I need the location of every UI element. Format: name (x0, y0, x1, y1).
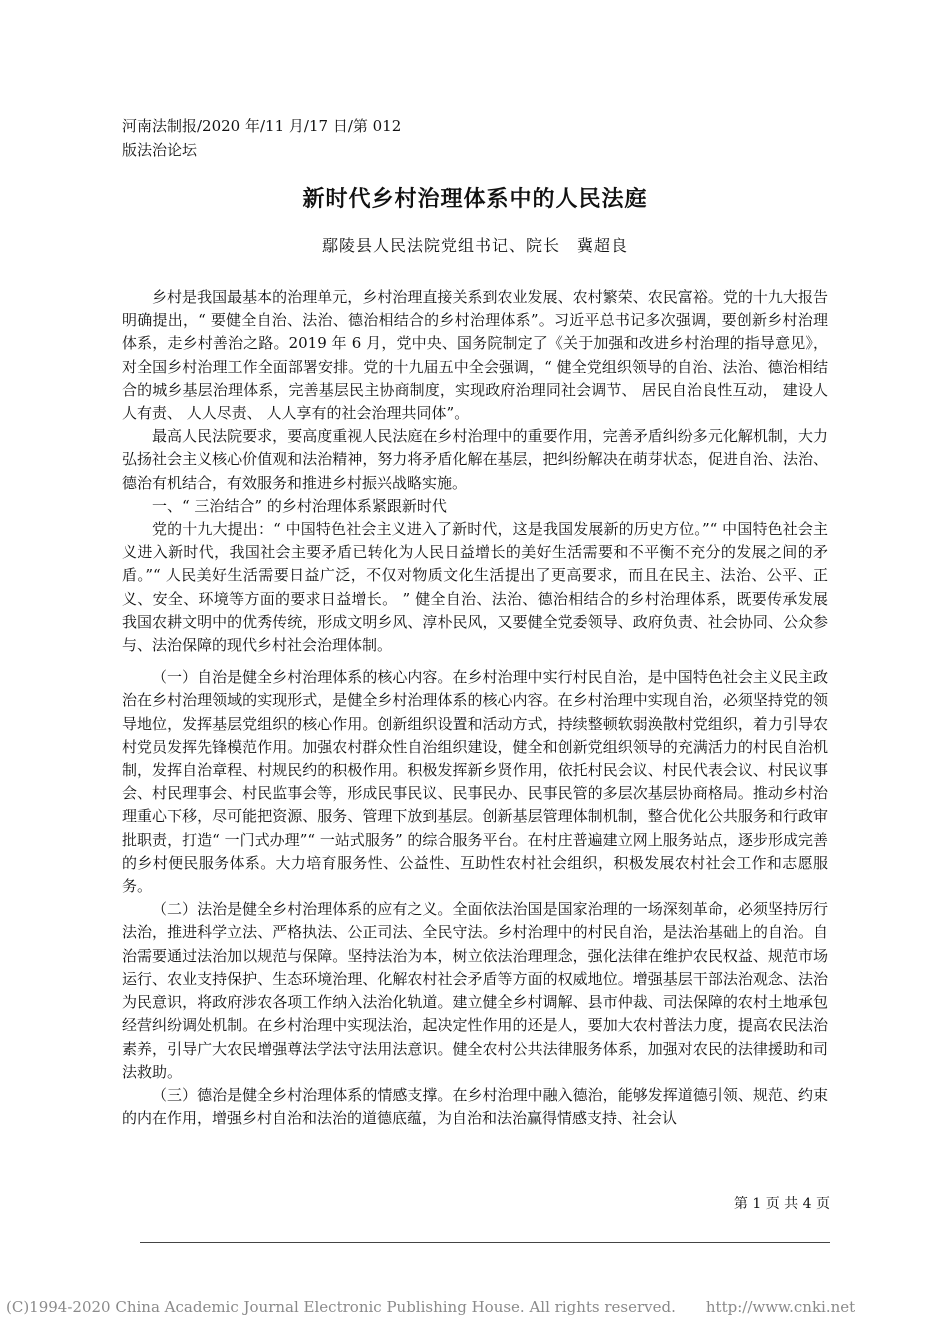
paragraph-rule-of-law: （二）法治是健全乡村治理体系的应有之义。全面依法治国是国家治理的一场深刻革命，必须坚持厉行法治，推进科学立法、严格执法、公正司法、全民守法。乡村治理中的村民自治，是法治基础上的自治。自治需要通过法治加以规范与保障。坚持法治为本，树立依法治理理念，强化法律在维护农民权益、规范市场运行、农业支持保护、生态环境治理、化解农村社会矛盾等方面的权威地位。增强基层干部法治观念、法治为民意识，将政府涉农各项工作纳入法治化轨道。建立健全乡村调解、县市仲裁、司法保障的农村土地承包经营纠纷调处机制。在乡村治理中实现法治，起决定性作用的还是人，要加大农村普法力度，提高农民法治素养，引导广大农民增强尊法学法守法用法意识。健全农村公共法律服务体系，加强对农民的法律援助和司法救助。 (122, 900, 828, 1081)
source-line-1: 河南法制报/2020 年/11 月/17 日/第 012 (122, 117, 402, 135)
paragraph-court-requirement: 最高人民法院要求，要高度重视人民法庭在乡村治理中的重要作用，完善矛盾纠纷多元化解机制，大力弘扬社会主义核心价值观和法治精神，努力将矛盾化解在基层，把纠纷解决在萌芽状态，促进自治、法治、德治有机结合，有效服务和推进乡村振兴战略实施。 (122, 427, 828, 492)
source-line-2: 版法治论坛 (122, 141, 198, 159)
copyright-notice: (C)1994-2020 China Academic Journal Electronic Publishing House. All rights reserved. http://www.cnki.net (6, 1298, 856, 1316)
article-title: 新时代乡村治理体系中的人民法庭 (302, 187, 648, 212)
footer-divider (140, 1242, 830, 1243)
paragraph-rule-of-virtue: （三）德治是健全乡村治理体系的情感支撑。在乡村治理中融入德治，能够发挥道德引领、规范、约束的内在作用，增强乡村自治和法治的道德底蕴，为自治和法治赢得情感支持、社会认 (122, 1085, 828, 1128)
paragraph-new-era: 党的十九大提出：“ 中国特色社会主义进入了新时代，这是我国发展新的历史方位。”“ 中国特色社会主义进入新时代，我国社会主要矛盾已转化为人民日益增长的美好生活需要和不平衡不充分的发展之间的矛盾。”“ 人民美好生活需要日益广泛，不仅对物质文化生活提出了更高要求，而且在民主、法治、公平、正义、安全、环境等方面的要求日益增长。 ” 健全自治、法治、德治相结合的乡村治理体系，既要传承发展我国农耕文明中的优秀传统，形成文明乡风、淳朴民风，又要健全党委领导、政府负责、社会协同、公众参与、法治保障的现代乡村社会治理体制。 (122, 520, 828, 655)
page-number: 第 1 页 共 4 页 (733, 1196, 830, 1212)
section-heading-1: 一、“ 三治结合” 的乡村治理体系紧跟新时代 (152, 496, 447, 515)
article-body (122, 286, 828, 1130)
paragraph-intro: 乡村是我国最基本的治理单元，乡村治理直接关系到农业发展、农村繁荣、农民富裕。党的十九大报告明确提出，“ 要健全自治、法治、德治相结合的乡村治理体系”。习近平总书记多次强调，要创新乡村治理体系，走乡村善治之路。2019 年 6 月，党中央、国务院制定了《关于加强和改进乡村治理的指导意见》，对全国乡村治理工作全面部署安排。党的十九届五中全会强调，“ 健全党组织领导的自治、法治、德治相结合的城乡基层治理体系，完善基层民主协商制度，实现政府治理同社会调节、 居民自治良性互动， 建设人人有责、 人人尽责、 人人享有的社会治理共同体”。 (122, 288, 828, 423)
article-author: 鄢陵县人民法院党组书记、院长 冀超良 (321, 236, 628, 255)
paragraph-self-governance: （一）自治是健全乡村治理体系的核心内容。在乡村治理中实行村民自治，是中国特色社会主义民主政治在乡村治理领域的实现形式，是健全乡村治理体系的核心内容。在乡村治理中实现自治，必须坚持党的领导地位，发挥基层党组织的核心作用。创新组织设置和活动方式，持续整顿软弱涣散村党组织，着力引导农村党员发挥先锋模范作用。加强农村群众性自治组织建设，健全和创新党组织领导的充满活力的村民自治机制，发挥自治章程、村规民约的积极作用。积极发挥新乡贤作用，依托村民会议、村民代表会议、村民议事会、村民理事会、村民监事会等，形成民事民议、民事民办、民事民管的多层次基层协商格局。推动乡村治理重心下移，尽可能把资源、服务、管理下放到基层。创新基层管理体制机制，整合优化公共服务和行政审批职责，打造“ 一门式办理”“ 一站式服务” 的综合服务平台。在村庄普遍建立网上服务站点，逐步形成完善的乡村便民服务体系。大力培育服务性、公益性、互助性农村社会组织，积极发展农村社会工作和志愿服务。 (122, 668, 828, 896)
source-info (122, 114, 442, 162)
